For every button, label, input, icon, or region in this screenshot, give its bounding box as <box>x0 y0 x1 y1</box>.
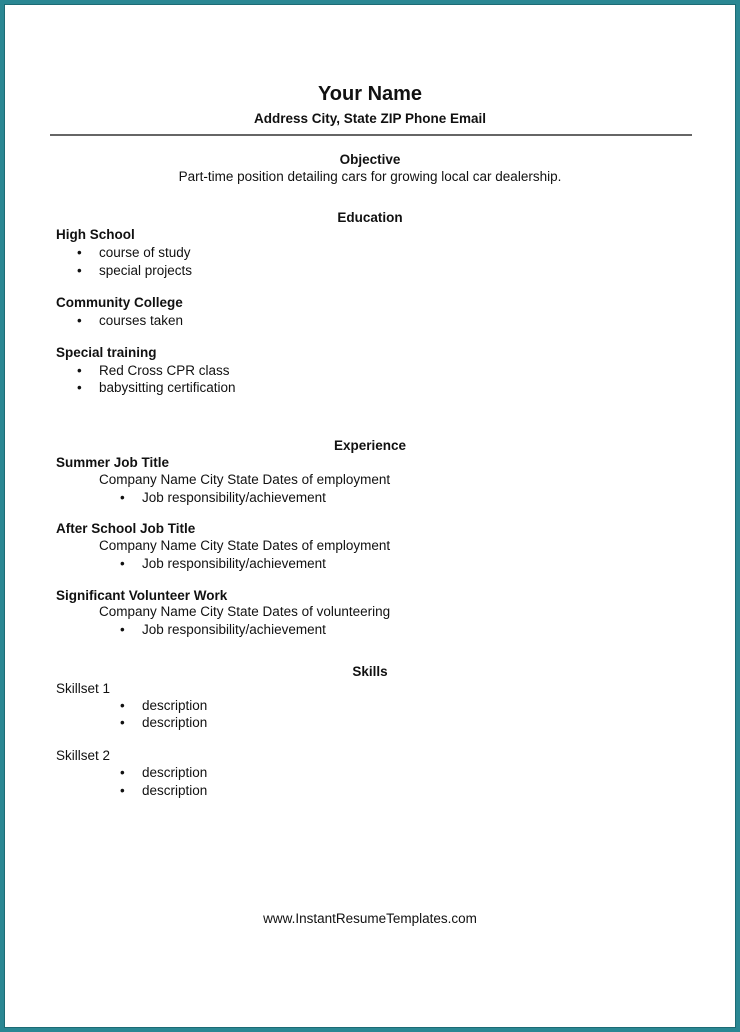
job-detail: Company Name City State Dates of employment <box>99 538 391 553</box>
skillset-heading: Skillset 2 <box>56 748 111 763</box>
list-item: • description <box>142 783 207 798</box>
list-item: • courses taken <box>99 313 183 328</box>
college-heading: Community College <box>56 295 183 310</box>
high-school-heading: High School <box>56 227 135 242</box>
job-title: After School Job Title <box>56 521 196 536</box>
list-item: • special projects <box>99 263 192 278</box>
resume-page <box>4 4 736 1028</box>
job-title: Summer Job Title <box>56 455 170 470</box>
resume-name: Your Name <box>317 83 423 105</box>
footer-url[interactable]: www.InstantResumeTemplates.com <box>263 911 477 926</box>
skills-heading: Skills <box>352 664 388 679</box>
list-item: • description <box>142 715 207 730</box>
job-title: Significant Volunteer Work <box>56 588 228 603</box>
job-detail: Company Name City State Dates of employment <box>99 472 391 487</box>
list-item: • Red Cross CPR class <box>99 363 230 378</box>
list-item: • description <box>142 765 207 780</box>
training-heading: Special training <box>56 345 157 360</box>
list-item: • description <box>142 698 207 713</box>
list-item: • Job responsibility/achievement <box>142 622 326 637</box>
objective-heading: Objective <box>339 152 401 167</box>
header-divider <box>50 134 692 136</box>
skillset-heading: Skillset 1 <box>56 681 111 696</box>
contact-line: Address City, State ZIP Phone Email <box>253 111 487 126</box>
list-item: • Job responsibility/achievement <box>142 490 326 505</box>
job-detail: Company Name City State Dates of volunteering <box>99 604 391 619</box>
list-item: • babysitting certification <box>99 380 236 395</box>
education-heading: Education <box>337 210 403 225</box>
list-item: • Job responsibility/achievement <box>142 556 326 571</box>
experience-heading: Experience <box>333 438 407 453</box>
list-item: • course of study <box>99 245 191 260</box>
objective-text: Part-time position detailing cars for growing local car dealership. <box>178 169 562 184</box>
